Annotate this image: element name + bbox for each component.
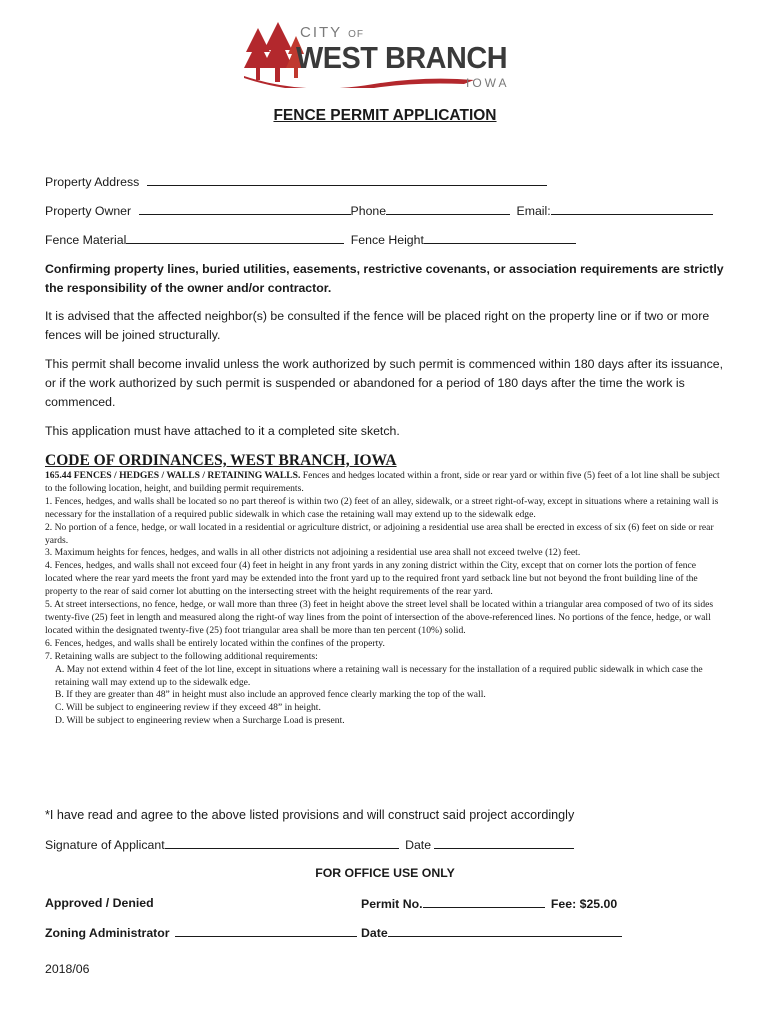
code-body — [45, 470, 720, 728]
signature-field[interactable] — [165, 837, 399, 849]
fence-height-label: Fence Height — [350, 233, 424, 247]
office-date-field[interactable] — [388, 925, 622, 937]
code-heading: CODE OF ORDINANCES, WEST BRANCH, IOWA — [45, 452, 397, 469]
property-address-row — [45, 174, 547, 189]
approved-denied-label: Approved / Denied — [45, 896, 154, 910]
fence-material-label: Fence Material — [45, 233, 127, 247]
page-title: FENCE PERMIT APPLICATION — [273, 107, 497, 124]
signature-label: Signature of Applicant — [45, 838, 165, 852]
sketch-notice: This application must have attached to it a completed site sketch. — [45, 424, 400, 438]
property-address-field[interactable] — [147, 174, 547, 186]
owner-row — [45, 203, 713, 218]
code-item: 2. No portion of a fence, hedge, or wall located in a residential or agriculture district, or adjoining a residential use area shall be erected in excess of six (6) feet on side or rear yards. — [45, 521, 714, 546]
code-item: 7. Retaining walls are subject to the following additional requirements: — [45, 650, 318, 662]
fence-height-field[interactable] — [424, 232, 576, 244]
office-date-row — [361, 925, 622, 940]
logo-city-text: CITY OF — [300, 24, 364, 41]
fee-label: Fee: $25.00 — [550, 897, 618, 911]
code-section-intro: 165.44 FENCES / HEDGES / WALLS / RETAINING WALLS. Fences and hedges located within a front, side or rear yard or within five (5) feet of a lot line shall be subject to the following location, height, and building permit requirements. — [45, 470, 720, 494]
city-logo — [244, 22, 529, 94]
code-subitem: B. If they are greater than 48” in height must also include an approved fence clearly marking the top of the wall. — [55, 689, 486, 701]
invalid-notice: This permit shall become invalid unless the work authorized by such permit is commenced within 180 days after its issuance, or if the work authorized by such permit is suspended or abandoned for a period of 180 days after the time the work is commenced. — [45, 357, 724, 409]
code-subitem: A. May not extend within 4 feet of the lot line, except in situations where a retaining wall is necessary for the installation of a required public sidewalk in which case the retaining wall may extend up to the sidewalk edge. — [55, 663, 703, 688]
code-item: 5. At street intersections, no fence, hedge, or wall more than three (3) feet in height above the street level shall be located within a triangular area composed of two of its sides twenty-five (25) feet in length and measured along the right-of way lines from the point of intersection of the above-referenced lines. No portions of the fence, hedge, or wall located within the designated twenty-five (25) foot triangular area shall be more than ten percent (10%) solid. — [45, 599, 714, 636]
fence-row — [45, 232, 576, 247]
office-use-heading: FOR OFFICE USE ONLY — [315, 866, 455, 880]
property-owner-field[interactable] — [139, 203, 351, 215]
permit-no-field[interactable] — [423, 896, 545, 908]
advised-notice: It is advised that the affected neighbor(s) be consulted if the fence will be placed right on the property line or if two or more fences will be joined structurally. — [45, 309, 710, 342]
code-item: 1. Fences, hedges, and walls shall be located so no part thereof is within two (2) feet of an alley, sidewalk, or a street right-of-way, except in situations where a retaining wall is necessary for the installation of a required public sidewalk in which case the retaining wall may extend up to the sidewalk edge. — [45, 495, 719, 520]
logo-name-text: WEST BRANCH — [296, 40, 508, 75]
property-owner-label: Property Owner — [45, 204, 132, 218]
code-item: 6. Fences, hedges, and walls shall be entirely located within the confines of the property. — [45, 637, 385, 649]
logo-state-text: IOWA — [466, 76, 510, 90]
signature-row — [45, 837, 574, 852]
email-field[interactable] — [551, 203, 713, 215]
zoning-admin-field[interactable] — [175, 925, 357, 937]
permit-row — [361, 896, 617, 911]
office-date-label: Date — [361, 926, 388, 940]
code-item: 4. Fences, hedges, and walls shall not exceed four (4) feet in height in any front yards in any zoning district within the City, except that on corner lots the portion of fence located where the rear yard meets the front yard may be extended into the front yard up to the required front yard setback line but not beyond the front building line of the property to the rear of said corner lot abutting on the intersecting street with the height requirements of the rear yard. — [45, 560, 698, 598]
zoning-admin-label: Zoning Administrator — [45, 926, 170, 940]
email-label: Email: — [516, 204, 551, 218]
zoning-row — [45, 925, 357, 940]
revision-date: 2018/06 — [45, 962, 90, 976]
code-item: 3. Maximum heights for fences, hedges, and walls in all other districts not adjoining a residential use area shall not exceed twelve (12) feet. — [45, 547, 581, 559]
phone-field[interactable] — [386, 203, 510, 215]
confirming-notice: Confirming property lines, buried utilities, easements, restrictive covenants, or association requirements are strictly the responsibility of the owner and/or contractor. — [45, 262, 724, 295]
property-address-label: Property Address — [45, 175, 140, 189]
permit-no-label: Permit No. — [361, 897, 423, 911]
code-subitem: D. Will be subject to engineering review when a Surcharge Load is present. — [55, 715, 345, 727]
code-subitem: C. Will be subject to engineering review if they exceed 48” in height. — [55, 702, 321, 714]
phone-label: Phone — [350, 204, 387, 218]
fence-material-field[interactable] — [126, 232, 344, 244]
signature-date-field[interactable] — [434, 837, 574, 849]
signature-date-label: Date — [405, 838, 432, 852]
agreement-statement: *I have read and agree to the above listed provisions and will construct said project accordingly — [45, 808, 575, 822]
